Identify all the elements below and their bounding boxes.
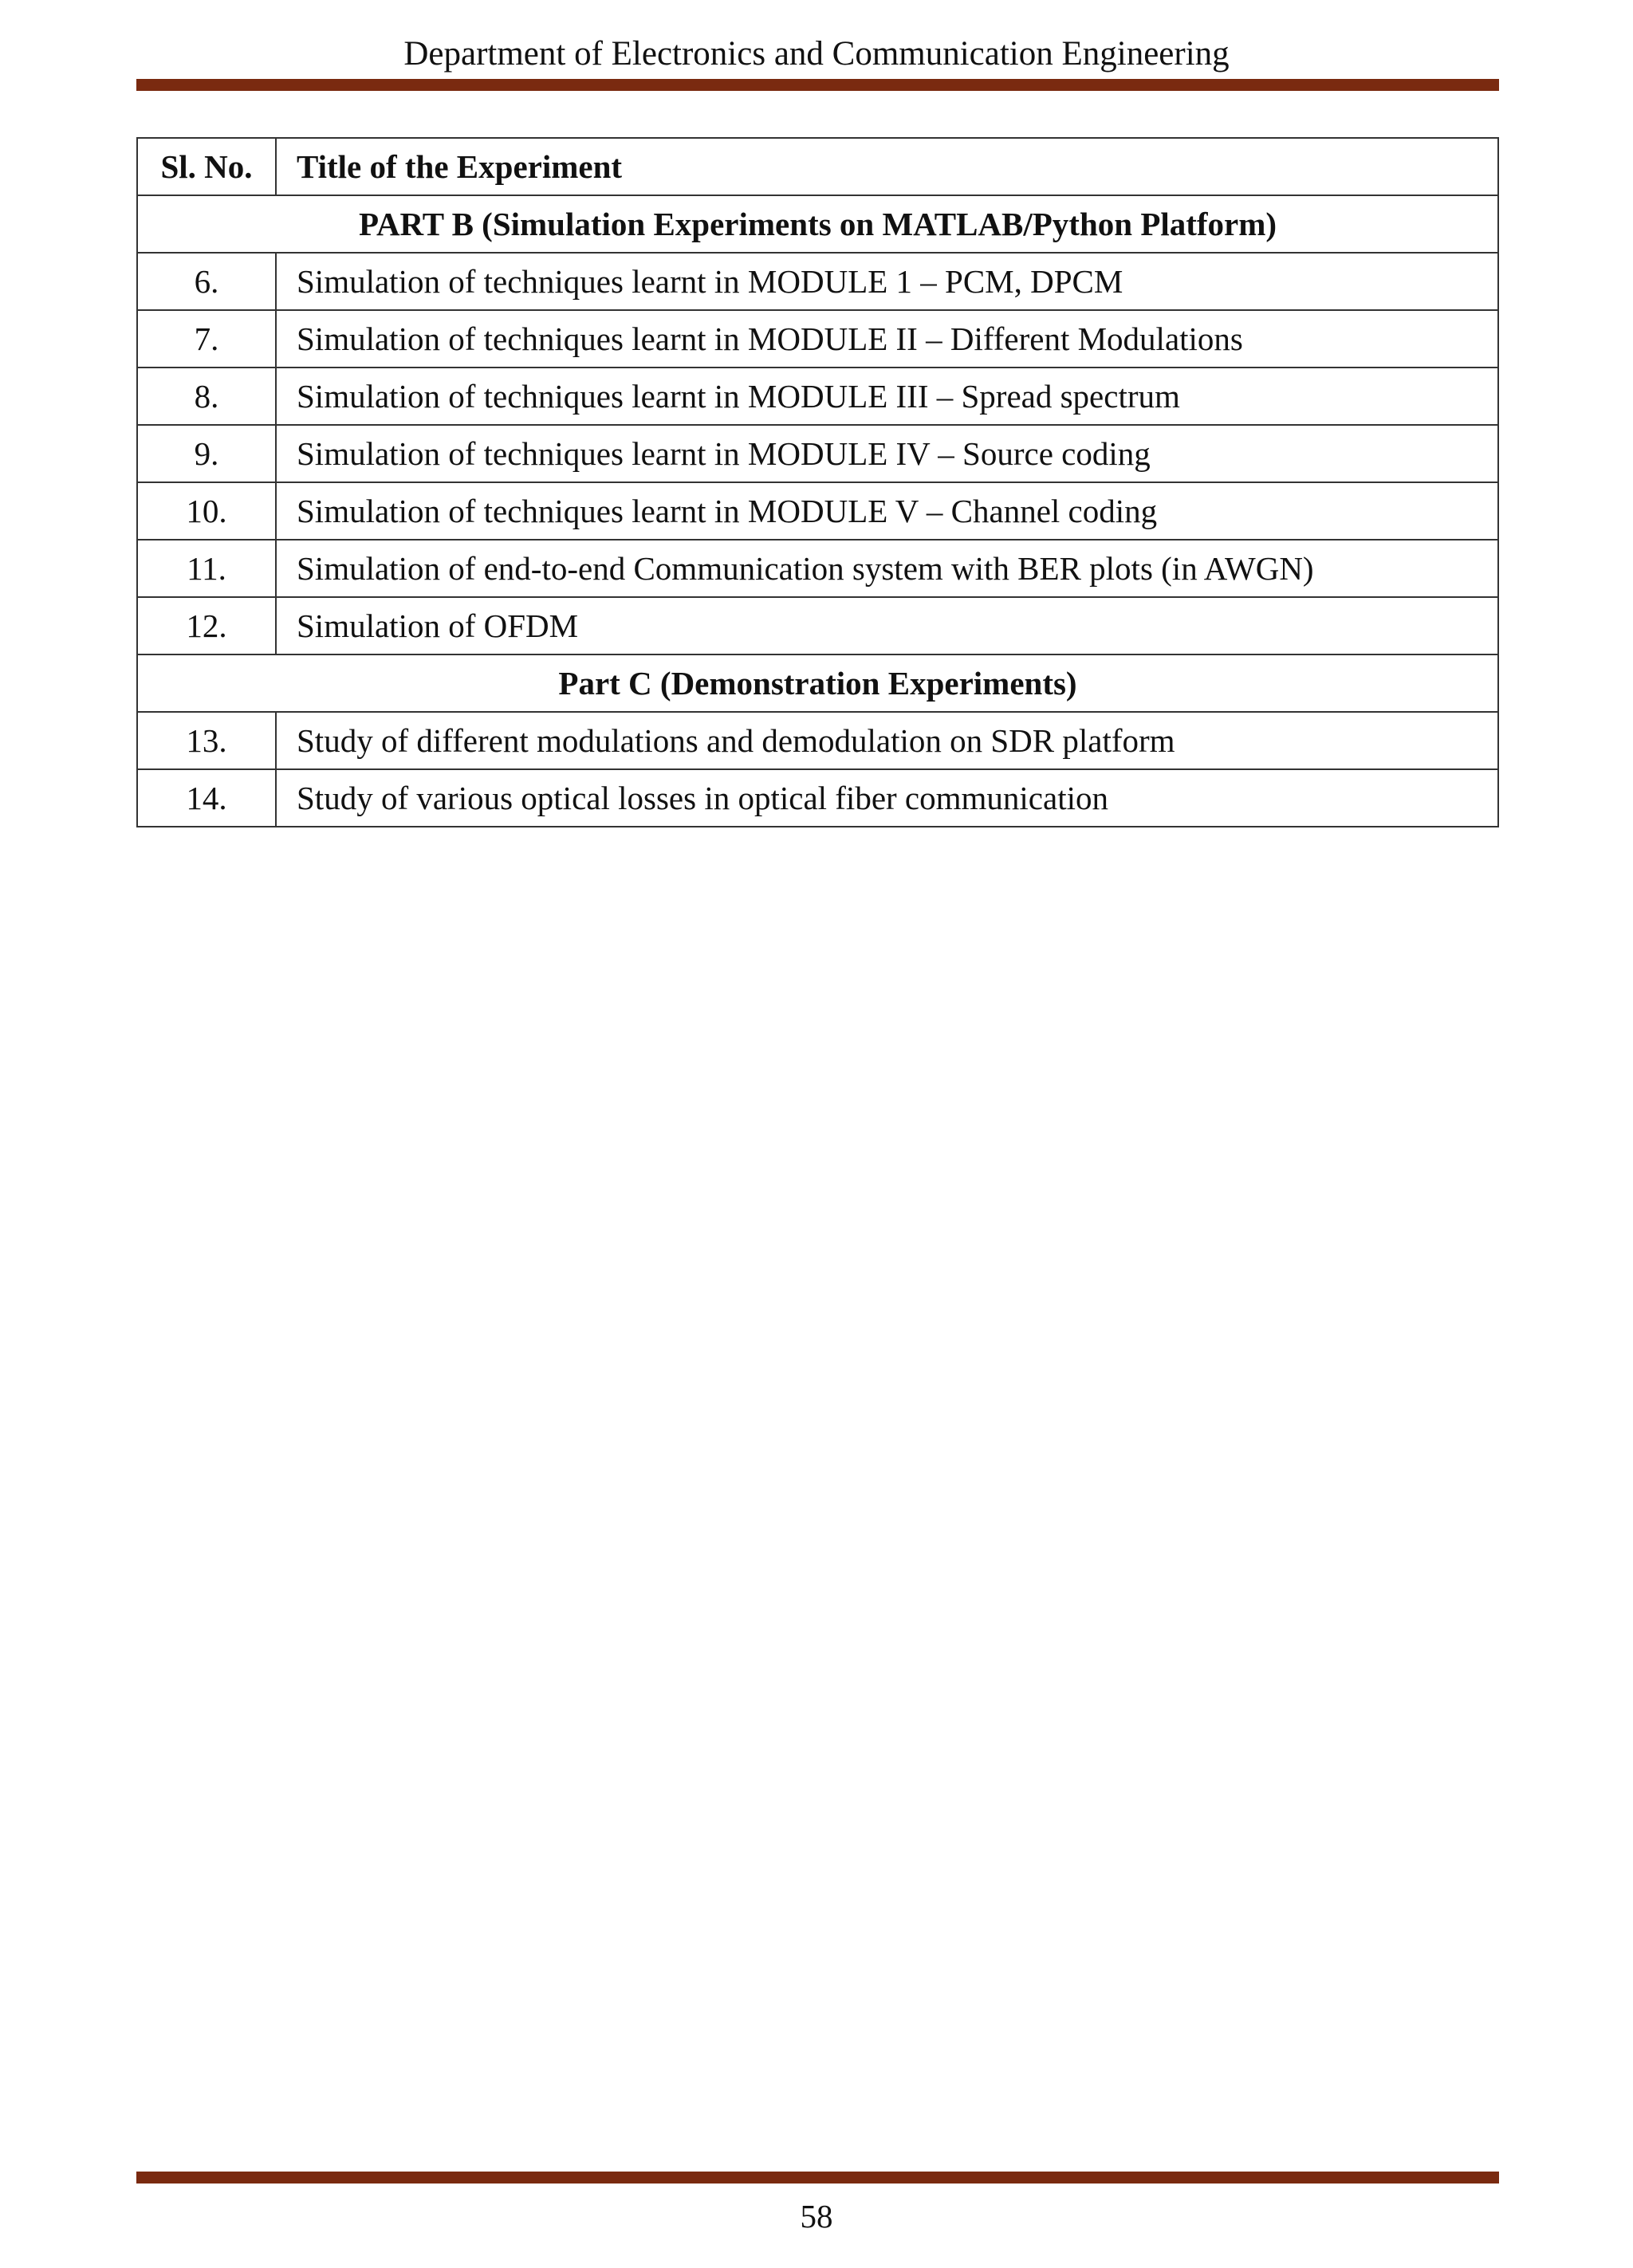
column-header-sl-no: Sl. No. [137, 138, 276, 195]
row-title: Simulation of techniques learnt in MODULE 1 – PCM, DPCM [276, 253, 1498, 310]
header-rule [136, 79, 1499, 91]
row-title: Simulation of end-to-end Communication system with BER plots (in AWGN) [276, 540, 1498, 597]
row-number: 11. [137, 540, 276, 597]
table-row [137, 368, 1498, 425]
table-row [137, 597, 1498, 654]
table-header-row [137, 138, 1498, 195]
table-row [137, 712, 1498, 769]
row-number: 12. [137, 597, 276, 654]
row-number: 10. [137, 482, 276, 540]
table-row [137, 425, 1498, 482]
row-number: 8. [137, 368, 276, 425]
section-heading: Part C (Demonstration Experiments) [137, 654, 1498, 712]
footer-rule [136, 2172, 1499, 2183]
row-title: Simulation of techniques learnt in MODULE III – Spread spectrum [276, 368, 1498, 425]
row-title: Simulation of OFDM [276, 597, 1498, 654]
page-header: Department of Electronics and Communication Engineering [403, 35, 1230, 73]
row-title: Simulation of techniques learnt in MODULE II – Different Modulations [276, 310, 1498, 368]
row-title: Simulation of techniques learnt in MODULE V – Channel coding [276, 482, 1498, 540]
table-row [137, 482, 1498, 540]
row-number: 13. [137, 712, 276, 769]
table-row [137, 769, 1498, 827]
page-number: 58 [800, 2198, 833, 2235]
row-number: 6. [137, 253, 276, 310]
table-row [137, 253, 1498, 310]
section-heading: PART B (Simulation Experiments on MATLAB/Python Platform) [137, 195, 1498, 253]
table-row [137, 540, 1498, 597]
table-row [137, 310, 1498, 368]
row-number: 7. [137, 310, 276, 368]
row-number: 14. [137, 769, 276, 827]
experiments-table [136, 137, 1499, 827]
row-title: Study of various optical losses in optical fiber communication [276, 769, 1498, 827]
column-header-title: Title of the Experiment [276, 138, 1498, 195]
section-heading-row [137, 195, 1498, 253]
section-heading-row [137, 654, 1498, 712]
row-title: Simulation of techniques learnt in MODULE IV – Source coding [276, 425, 1498, 482]
row-title: Study of different modulations and demodulation on SDR platform [276, 712, 1498, 769]
row-number: 9. [137, 425, 276, 482]
